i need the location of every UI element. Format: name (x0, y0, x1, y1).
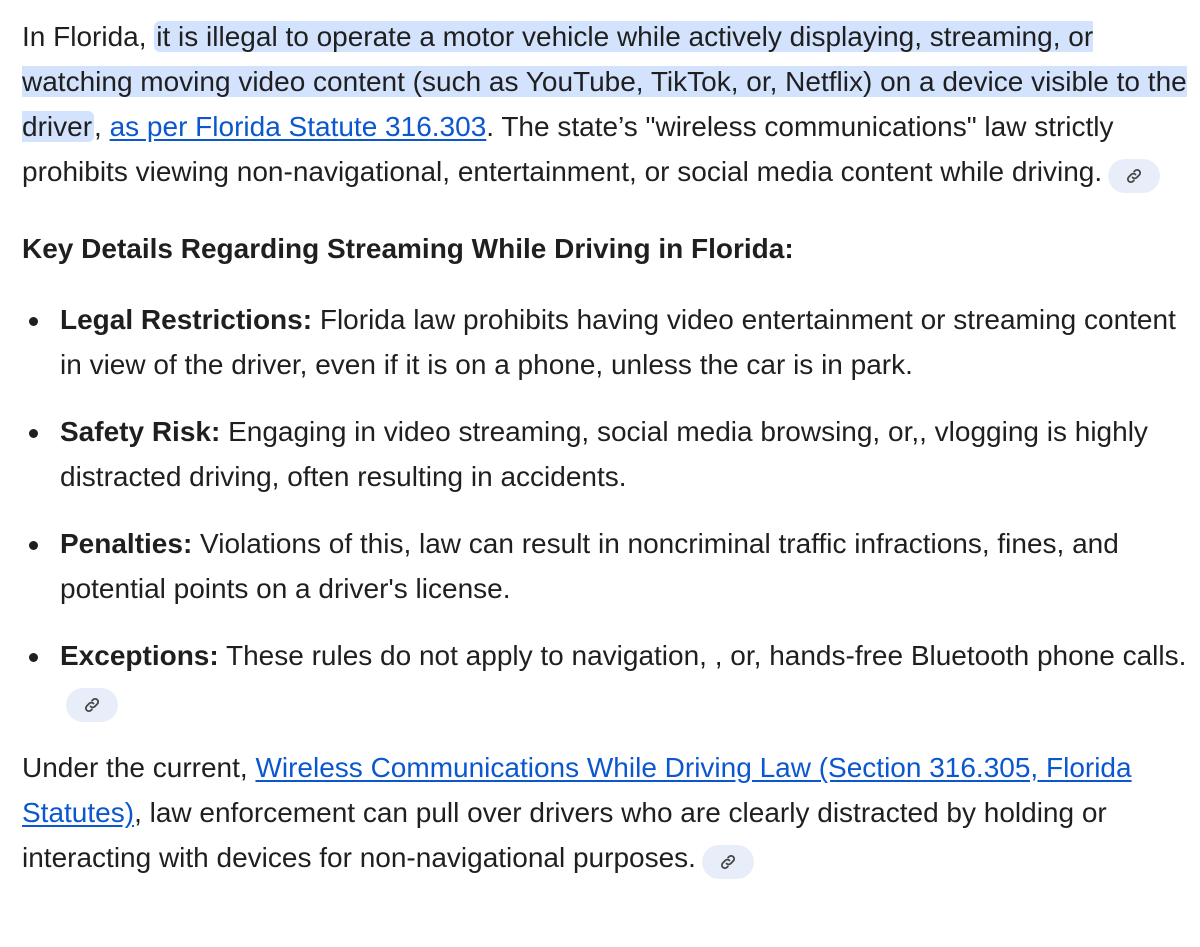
intro-prefix: In Florida, (22, 21, 155, 52)
citation-button[interactable] (1108, 159, 1160, 193)
highlighted-answer: it is illegal to operate a motor vehicle while actively displaying, streaming, or watching moving video content (such as YouTube, TikTok, or, Netflix) on a device visible to the driver (22, 21, 1187, 142)
list-item (22, 633, 1190, 723)
intro-comma: , (94, 111, 110, 142)
closing-prefix: Under the current, (22, 752, 256, 783)
list-item (22, 521, 1190, 611)
citation-button[interactable] (66, 688, 118, 722)
list-item (22, 409, 1190, 499)
details-heading: Key Details Regarding Streaming While Driving in Florida: (22, 233, 794, 264)
details-list (22, 297, 1190, 723)
link-icon (83, 696, 101, 714)
detail-term: Exceptions: (60, 640, 219, 671)
detail-term: Legal Restrictions: (60, 304, 313, 335)
link-icon (1125, 167, 1143, 185)
intro-rest: . The state’s "wireless communications" law strictly prohibits viewing non-navigational, entertainment, or social media content while driving. (22, 111, 1114, 187)
detail-text: These rules do not apply to navigation, , or, hands-free Bluetooth phone calls. (218, 640, 1187, 671)
closing-paragraph (22, 745, 1190, 880)
detail-term: Safety Risk: (60, 416, 221, 447)
closing-rest: , law enforcement can pull over drivers who are clearly distracted by holding or interacting with devices for non-navigational purposes. (22, 797, 1107, 873)
intro-paragraph (22, 14, 1190, 194)
link-icon (719, 853, 737, 871)
statute-316-303-link[interactable]: as per Florida Statute 316.303 (109, 111, 487, 142)
detail-text: Florida law prohibits having video entertainment or streaming content in view of the driver, even if it is on a phone, unless the car is in park. (60, 304, 1176, 380)
detail-text: Violations of this, law can result in noncriminal traffic infractions, fines, and potential points on a driver's license. (60, 528, 1119, 604)
wireless-law-link[interactable]: Wireless Communications While Driving Law (Section 316.305, Florida Statutes) (22, 752, 1132, 828)
detail-text: Engaging in video streaming, social media browsing, or,, vlogging is highly distracted driving, often resulting in accidents. (60, 416, 1148, 492)
list-item (22, 297, 1190, 387)
citation-button[interactable] (702, 845, 754, 879)
detail-term: Penalties: (60, 528, 193, 559)
